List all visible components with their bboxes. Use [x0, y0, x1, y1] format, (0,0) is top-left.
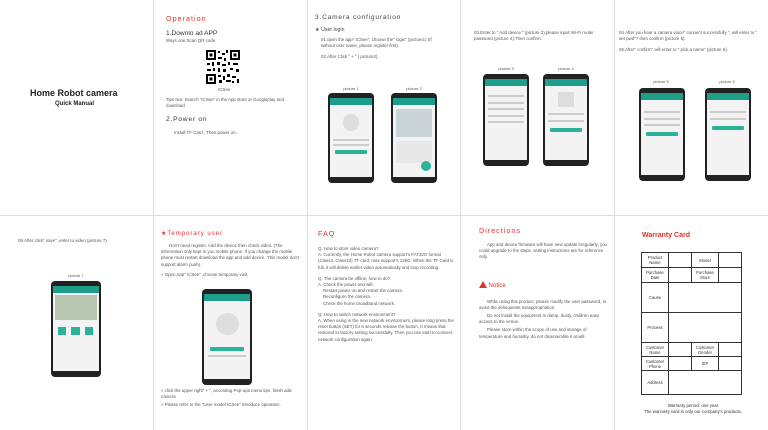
- notice-item-3: Please store within the scope of use and storage of temperature and humidity, do not disassemble it at will.: [479, 327, 587, 339]
- star-icon: ★: [315, 27, 320, 33]
- picture-3-caption: picture 3: [498, 66, 514, 71]
- phone-screenshot-picture3: [483, 74, 529, 166]
- notice-heading: Notice: [479, 281, 607, 289]
- picture-2-caption: picture 2: [406, 86, 422, 91]
- step-06-text: 06.After click" save" ,enter to video (picture 7).: [18, 238, 108, 243]
- warranty-label: Address: [642, 371, 669, 395]
- divider: [0, 215, 768, 216]
- warranty-label: Customer Gender: [692, 343, 719, 357]
- step-04-text: 04.After you hear a camera voice" connect successfully ", will enter to " set pwd"? then confirm (picture 5).: [619, 30, 757, 42]
- warranty-label: Purchase Store: [692, 268, 719, 283]
- warranty-period: Warranty period: one year: [667, 403, 719, 408]
- camera-config-heading: 3.Camera configuration: [315, 14, 402, 21]
- faq-answer-2-line: Reconfigure the camera.: [323, 294, 372, 300]
- temporary-user-paragraph: Don't need register. Add the device then check video. (The information only kept in you mobile phone. If you change the mobile phone must restart download the app and add device .This model don't support alarm push).: [161, 243, 300, 267]
- warranty-label: Customer Name: [642, 343, 669, 357]
- faq-answer-2-line: Restart power on and restart the camera.: [323, 288, 404, 294]
- step-04-05-panel: [619, 30, 765, 215]
- camera-config-panel: [315, 14, 455, 214]
- warning-icon: [479, 281, 487, 288]
- step1-subtitle: Ways one:Scan QR code: [166, 38, 216, 43]
- phone-screenshot-picture5: [639, 88, 685, 181]
- notice-item-1: While using this product, please modify the user password, to avoid the delinquents misappropriation.: [479, 298, 607, 310]
- faq-question-3: Q. How to switch network environment?: [318, 311, 396, 317]
- warranty-label: ZIP: [692, 357, 719, 371]
- cover-subtitle: Quick Manual: [55, 101, 95, 107]
- star-icon: ★: [161, 231, 168, 237]
- phone-screenshot-picture7: [51, 281, 101, 377]
- step-02-text: 02.After Click " + " ( picture2).: [321, 54, 379, 60]
- directions-heading: Directions: [479, 226, 521, 235]
- user-login-row: [315, 27, 455, 33]
- cover-title: Home Robot camera: [30, 88, 118, 98]
- phone-screenshot-picture2: [391, 93, 437, 183]
- picture-6-caption: picture 6: [719, 79, 735, 84]
- temporary-user-note: » Please refer to the "User model ICSee" introduce operation.: [161, 402, 281, 407]
- step-03-text: 03.Enter to " Add device " (picture 3),please input Wi-Fi router password (picture 4),Then confirm.: [474, 30, 594, 42]
- step-06-panel: [0, 238, 153, 428]
- operation-heading: Operation: [166, 14, 207, 23]
- picture-5-caption: picture 5: [653, 79, 669, 84]
- warranty-table: [641, 252, 742, 395]
- faq-answer-1: A. Currently, the Home Robot camera support's FAT32G format (Class4, Class10) TF card, max support's 128G. When the TF Card is full, it will delete earlier video automatically and loop recording.: [318, 252, 454, 270]
- temporary-user-heading: ★Temporary user: [161, 231, 224, 237]
- picture-7-caption: picture 7: [68, 273, 84, 278]
- qr-label: ICSee: [218, 87, 231, 92]
- directions-panel: [479, 226, 607, 426]
- directions-paragraph: App and device firmware will have new update irregularly, you could upgrade to the steps, setting instructions are for reference only.: [479, 242, 607, 260]
- warranty-label: Customer Phone: [642, 357, 669, 371]
- temporary-user-panel: [161, 230, 303, 428]
- picture-1-caption: picture 1: [343, 86, 359, 91]
- faq-panel: [318, 229, 454, 428]
- phone-screenshot-picture4: [543, 74, 589, 166]
- phone-screenshot-picture6: [705, 88, 751, 181]
- faq-answer-3: A. When using in the new network environment, please long press the reset button (SET) for 6 seconds release the button. It means that restored to factory setting successfully. Then you can start to connect network configuration again.: [318, 318, 454, 342]
- qr-code-icon: [205, 49, 241, 85]
- step-05-text: 05.After" confirm" will enter to " pick a name" (picture 6).: [619, 47, 728, 53]
- temporary-user-step2: » click the upper right" + ", according Pop-ups menu tips ,finish add camera: [161, 388, 292, 400]
- step-01-text: 01.open the app" ICSee", choose the" login" (picture1) (If without user name, please register first).: [321, 37, 432, 49]
- faq-question-1: Q. How to store video camera?: [318, 246, 379, 251]
- step2-title: 2.Power on: [166, 116, 208, 123]
- step2-text: Install TF Card , Then power on.: [174, 130, 237, 135]
- notice-item-2: Do not install the equipment in damp, dusty, children easy access to the venue.: [479, 313, 600, 325]
- faq-heading: FAQ: [318, 229, 336, 238]
- tips-text: Tips two: Search "ICSee" in the App store or Googleplay and download.: [166, 97, 284, 109]
- warranty-label: Product Name: [642, 253, 669, 268]
- operation-panel: [166, 14, 301, 214]
- faq-answer-2: A. Check the power and wifi.: [318, 282, 374, 288]
- warranty-label: Process: [642, 313, 669, 343]
- step-03-panel: [466, 30, 608, 215]
- warranty-heading: Warranty Card: [642, 232, 690, 239]
- faq-question-2: Q. The camera be offline, how to do?: [318, 275, 391, 281]
- warranty-label: Purchase Date: [642, 268, 669, 283]
- phone-screenshot-picture1: [328, 93, 374, 183]
- step1-title: 1.Downlo ad APP: [166, 30, 218, 37]
- phone-screenshot-temporary: [202, 289, 252, 385]
- temporary-user-step1: » Open App" ICSee" ,choose temporary visit.: [161, 271, 249, 277]
- warranty-note: The warranty card is only our company's products.: [644, 409, 742, 414]
- warranty-label: Cause: [642, 283, 669, 313]
- user-login-label: User login: [321, 27, 345, 33]
- cover-panel: [0, 0, 153, 215]
- picture-4-caption: picture 4: [558, 66, 574, 71]
- warranty-panel: [620, 230, 766, 428]
- warranty-label: Model: [692, 253, 719, 268]
- faq-answer-2-line: Check the home broadband network.: [323, 300, 396, 306]
